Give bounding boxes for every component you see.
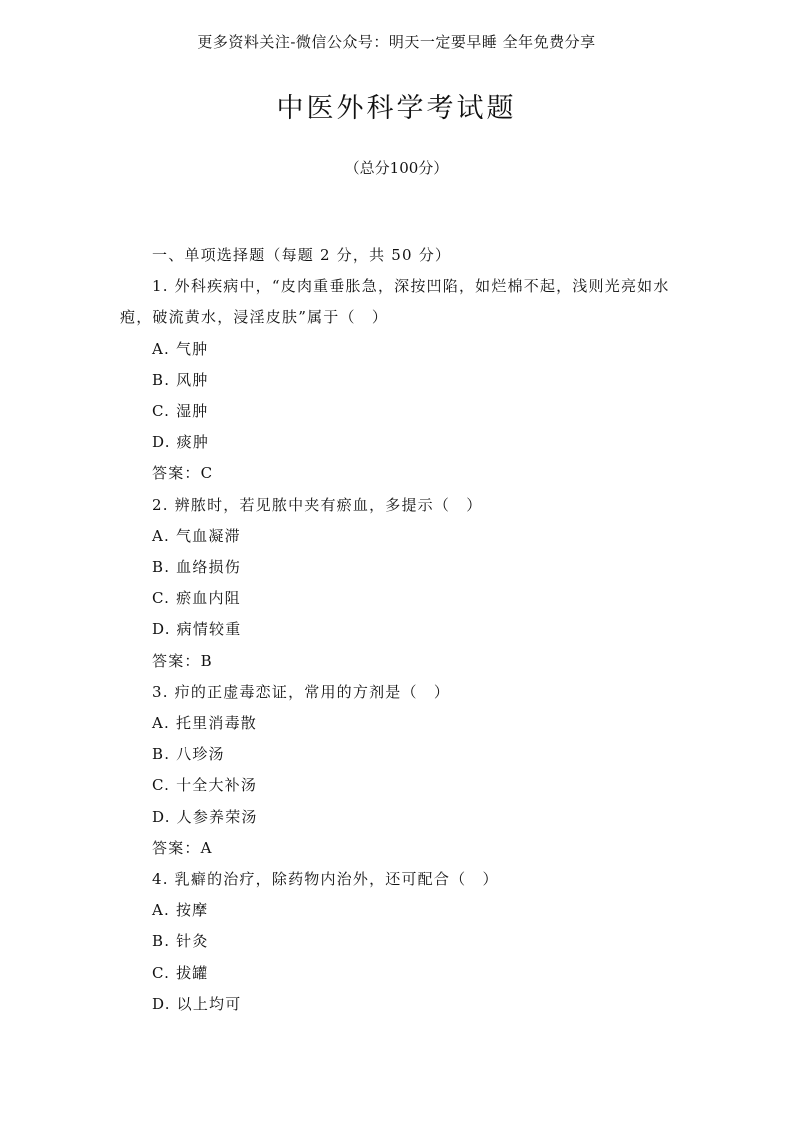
option: B. 针灸 <box>152 932 209 951</box>
option: A. 托里消毒散 <box>152 714 257 733</box>
option: B. 风肿 <box>152 370 209 389</box>
answer: 答案：A <box>152 838 213 857</box>
option: A. 气血凝滞 <box>152 526 241 545</box>
option: C. 湿肿 <box>152 402 209 421</box>
option: D. 人参养荣汤 <box>152 807 258 826</box>
question-stem: 3. 疖的正虚毒恋证，常用的方剂是（ ） <box>152 682 451 701</box>
option: D. 痰肿 <box>152 433 210 452</box>
option: D. 病情较重 <box>152 620 242 639</box>
option: A. 气肿 <box>152 339 209 358</box>
header-note: 更多资料关注-微信公众号：明天一定要早睡 全年免费分享 <box>197 33 596 51</box>
option: B. 血络损伤 <box>152 558 241 577</box>
option: B. 八珍汤 <box>152 745 225 764</box>
option: C. 瘀血内阻 <box>152 589 241 608</box>
exam-body <box>120 240 680 1020</box>
section-heading: 一、单项选择题（每题 2 分，共 50 分） <box>152 246 452 264</box>
question-stem: 1. 外科疾病中，“皮肉重垂胀急，深按凹陷，如烂棉不起，浅则光亮如水疱，破流黄水，浸淫皮肤”属于（ ） <box>120 277 670 327</box>
option: C. 拔罐 <box>152 963 209 982</box>
option: D. 以上均可 <box>152 994 242 1013</box>
answer: 答案：C <box>152 464 214 483</box>
option: C. 十全大补汤 <box>152 776 258 795</box>
question-stem: 2. 辨脓时，若见脓中夹有瘀血，多提示（ ） <box>152 495 483 514</box>
answer: 答案：B <box>152 651 213 670</box>
option: A. 按摩 <box>152 901 209 920</box>
question-stem: 4. 乳癖的治疗，除药物内治外，还可配合（ ） <box>152 870 499 889</box>
total-score: （总分100分） <box>344 159 449 177</box>
page-title: 中医外科学考试题 <box>276 93 517 124</box>
